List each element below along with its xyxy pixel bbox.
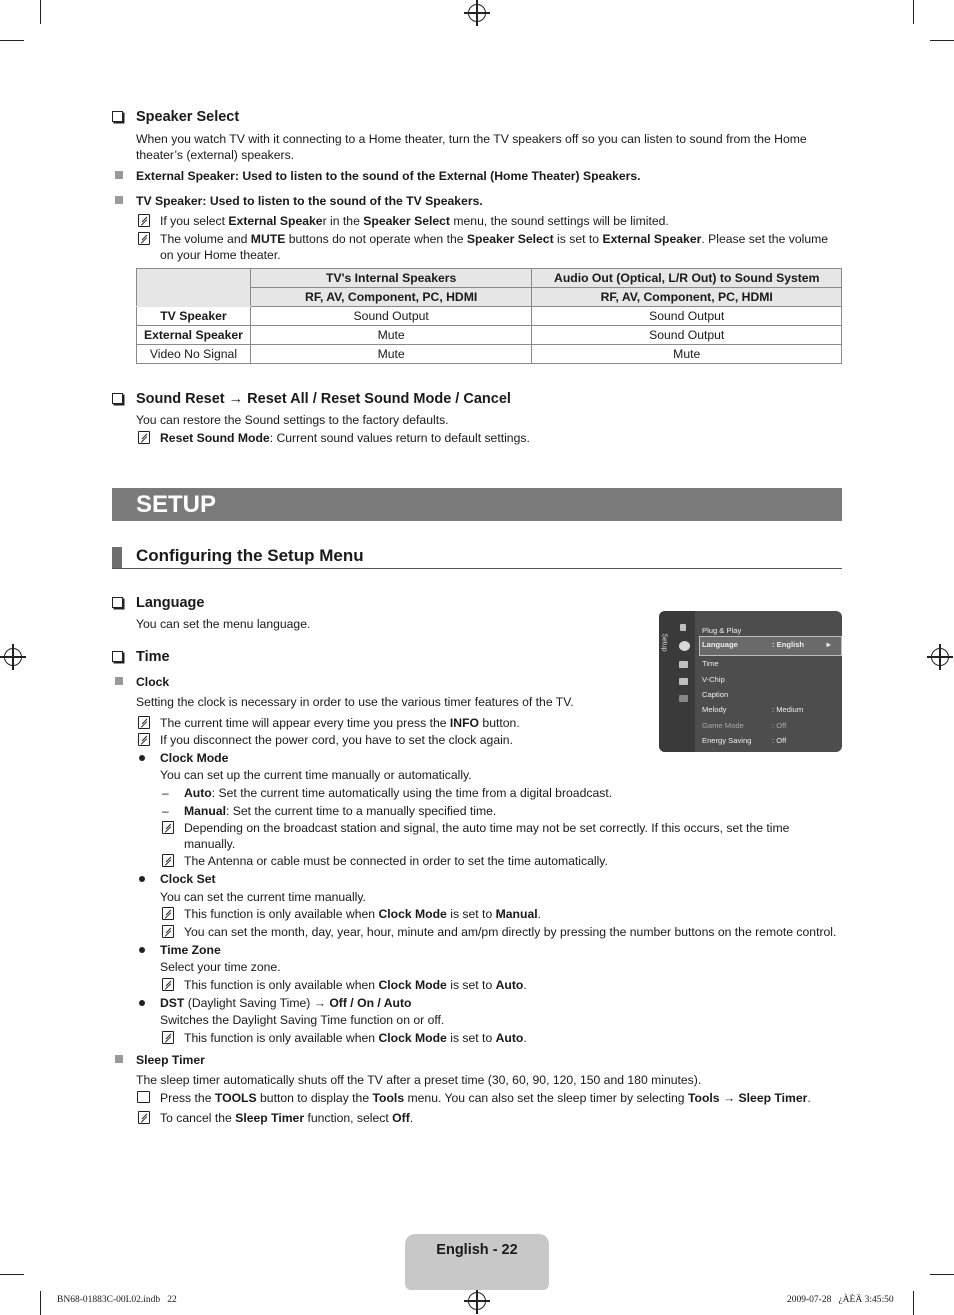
dst-intro: Switches the Daylight Saving Time function on or off.: [160, 1013, 445, 1027]
time-heading: Time: [136, 649, 170, 665]
dash-bullet: –: [162, 804, 169, 818]
external-speaker-bullet: External Speaker: Used to listen to the sound of the External (Home Theater) Speakers.: [136, 169, 641, 183]
round-bullet-icon: [139, 876, 145, 882]
table-cell: Mute: [532, 345, 842, 364]
note-icon: [138, 214, 150, 227]
clock-mode-heading: Clock Mode: [160, 751, 229, 765]
note-icon: [162, 1031, 174, 1044]
file-info: BN68-01883C-00L02.indb 22: [57, 1295, 177, 1305]
checkbox-bullet-icon: [112, 597, 123, 608]
osd-sidebar-label: Setup: [660, 633, 668, 652]
table-header-row: [137, 269, 842, 288]
round-bullet-icon: [139, 755, 145, 761]
table-header-cell: Audio Out (Optical, L/R Out) to Sound System: [532, 269, 842, 288]
clock-intro: Setting the clock is necessary in order to use the various timer features of the TV.: [136, 695, 574, 709]
registration-mark-icon: [931, 648, 949, 666]
sound-reset-note: Reset Sound Mode: Current sound values return to default settings.: [160, 431, 530, 445]
osd-value-energy-saving: : Off: [772, 736, 787, 745]
page-number: English - 22: [436, 1242, 518, 1258]
speaker-note-1: If you select External Speaker in the Speaker Select menu, the sound settings will be limited.: [160, 214, 669, 228]
application-icon: [679, 678, 688, 685]
table-cell: Mute: [250, 326, 532, 345]
section-title-underline: [112, 568, 842, 569]
time-zone-note: This function is only available when Clock Mode is set to Auto.: [184, 978, 527, 992]
table-row: [137, 307, 842, 326]
clock-mode-auto: Auto: Set the current time automatically using the time from a digital broadcast.: [184, 786, 613, 800]
osd-item-game-mode[interactable]: Game Mode: [702, 721, 744, 730]
table-header-cell: RF, AV, Component, PC, HDMI: [250, 288, 532, 307]
table-row-label: External Speaker: [137, 326, 251, 345]
crop-mark: [930, 40, 954, 41]
language-heading: Language: [136, 595, 205, 611]
round-bullet-icon: [139, 947, 145, 953]
crop-mark: [0, 40, 24, 41]
sleep-timer-intro: The sleep timer automatically shuts off the TV after a preset time (30, 60, 90, 120, 150 and 180 minutes).: [136, 1073, 702, 1087]
input-icon: [679, 661, 688, 668]
sound-reset-heading: Sound Reset → Reset All / Reset Sound Mode / Cancel: [136, 391, 511, 407]
table-cell: Sound Output: [532, 326, 842, 345]
osd-item-plug-and-play[interactable]: Plug & Play: [702, 626, 742, 635]
osd-item-language[interactable]: Language: [702, 640, 738, 649]
info-note-icon: [138, 716, 150, 729]
date-info: 2009-07-28 ¿ÀÈÄ 3:45:50: [787, 1295, 894, 1305]
osd-value-melody: : Medium: [772, 705, 804, 714]
checkbox-bullet-icon: [112, 111, 123, 122]
section-title: Configuring the Setup Menu: [136, 546, 364, 565]
table-corner-cell: [137, 269, 251, 307]
dst-note: This function is only available when Clock Mode is set to Auto.: [184, 1031, 527, 1045]
note-icon: [162, 978, 174, 991]
table-cell: Sound Output: [532, 307, 842, 326]
table-row-label: Video No Signal: [137, 345, 251, 364]
table-cell: Sound Output: [250, 307, 532, 326]
crop-mark: [913, 1291, 914, 1315]
dash-bullet: –: [162, 786, 169, 800]
table-header-cell: TV's Internal Speakers: [250, 269, 532, 288]
crop-mark: [0, 1274, 24, 1275]
registration-mark-icon: [468, 4, 486, 22]
tools-icon: [137, 1091, 150, 1103]
square-bullet-icon: [115, 171, 123, 179]
note-icon: [162, 925, 174, 938]
clock-mode-note-1: Depending on the broadcast station and signal, the auto time may not be set correctly. If this occurs, set the time manually.: [184, 821, 790, 851]
osd-item-time[interactable]: Time: [702, 659, 719, 668]
sound-reset-intro: You can restore the Sound settings to the factory defaults.: [136, 413, 449, 427]
osd-value-language: : English: [772, 640, 805, 649]
dst-heading: DST (Daylight Saving Time) → Off / On / Auto: [160, 996, 412, 1010]
note-icon: [162, 854, 174, 867]
picture-icon: [680, 624, 686, 631]
osd-arrow-right-icon: ►: [825, 640, 833, 649]
speaker-select-heading: Speaker Select: [136, 109, 240, 125]
crop-mark: [930, 1274, 954, 1275]
table-header-cell: RF, AV, Component, PC, HDMI: [532, 288, 842, 307]
osd-item-v-chip[interactable]: V-Chip: [702, 675, 725, 684]
osd-item-caption[interactable]: Caption: [702, 690, 729, 699]
note-icon: [138, 1111, 150, 1124]
setup-banner-title: SETUP: [136, 491, 217, 518]
clock-set-intro: You can set the current time manually.: [160, 890, 366, 904]
language-intro: You can set the menu language.: [136, 617, 311, 631]
info-note: The current time will appear every time you press the INFO button.: [160, 716, 520, 730]
table-cell: Mute: [250, 345, 532, 364]
note-icon: [138, 431, 150, 444]
round-bullet-icon: [139, 1000, 145, 1006]
osd-item-melody[interactable]: Melody: [702, 705, 727, 714]
speaker-note-2: The volume and MUTE buttons do not operate when the Speaker Select is set to External Speaker. Please set the volume on your Home theater.: [160, 232, 829, 262]
clock-mode-intro: You can set up the current time manually or automatically.: [160, 768, 472, 782]
square-bullet-icon: [115, 677, 123, 685]
registration-mark-icon: [4, 648, 22, 666]
clock-mode-note-2: The Antenna or cable must be connected in order to set the time automatically.: [184, 854, 608, 868]
gear-icon: [679, 641, 690, 651]
support-icon: [679, 695, 688, 702]
crop-mark: [913, 0, 914, 24]
power-note: If you disconnect the power cord, you have to set the clock again.: [160, 733, 513, 747]
sleep-timer-heading: Sleep Timer: [136, 1053, 205, 1067]
time-zone-intro: Select your time zone.: [160, 960, 281, 974]
note-icon: [162, 907, 174, 920]
crop-mark: [40, 1291, 41, 1315]
sleep-timer-cancel-note: To cancel the Sleep Timer function, select Off.: [160, 1111, 414, 1125]
osd-sidebar: [659, 611, 695, 752]
table-row: [137, 345, 842, 364]
note-icon: [138, 232, 150, 245]
speaker-select-intro: When you watch TV with it connecting to a Home theater, turn the TV speakers off so you can listen to sound from the Home theater’s (external) speakers.: [136, 132, 807, 162]
section-title-marker: [112, 547, 122, 568]
tv-speaker-bullet: TV Speaker: Used to listen to the sound of the TV Speakers.: [136, 194, 483, 208]
square-bullet-icon: [115, 1055, 123, 1063]
setup-menu-screenshot: [659, 611, 842, 752]
osd-item-energy-saving[interactable]: Energy Saving: [702, 736, 752, 745]
crop-mark: [40, 0, 41, 24]
clock-mode-manual: Manual: Set the current time to a manually specified time.: [184, 804, 497, 818]
setup-banner: [112, 488, 842, 521]
clock-set-note-1: This function is only available when Clock Mode is set to Manual.: [184, 907, 541, 921]
speaker-output-table: [136, 268, 842, 364]
table-row-label: TV Speaker: [137, 307, 251, 326]
clock-set-heading: Clock Set: [160, 872, 216, 886]
clock-set-note-2: You can set the month, day, year, hour, minute and am/pm directly by pressing the number buttons on the remote control.: [184, 925, 837, 939]
sleep-timer-tools-note: Press the TOOLS button to display the Tools menu. You can also set the sleep timer by selecting Tools → Sleep Timer.: [160, 1091, 811, 1105]
square-bullet-icon: [115, 196, 123, 204]
osd-value-game-mode: : Off: [772, 721, 787, 730]
note-icon: [162, 821, 174, 834]
clock-heading: Clock: [136, 675, 170, 689]
registration-mark-icon: [468, 1292, 486, 1310]
note-icon: [138, 733, 150, 746]
time-zone-heading: Time Zone: [160, 943, 221, 957]
checkbox-bullet-icon: [112, 393, 123, 404]
table-row: [137, 326, 842, 345]
checkbox-bullet-icon: [112, 651, 123, 662]
